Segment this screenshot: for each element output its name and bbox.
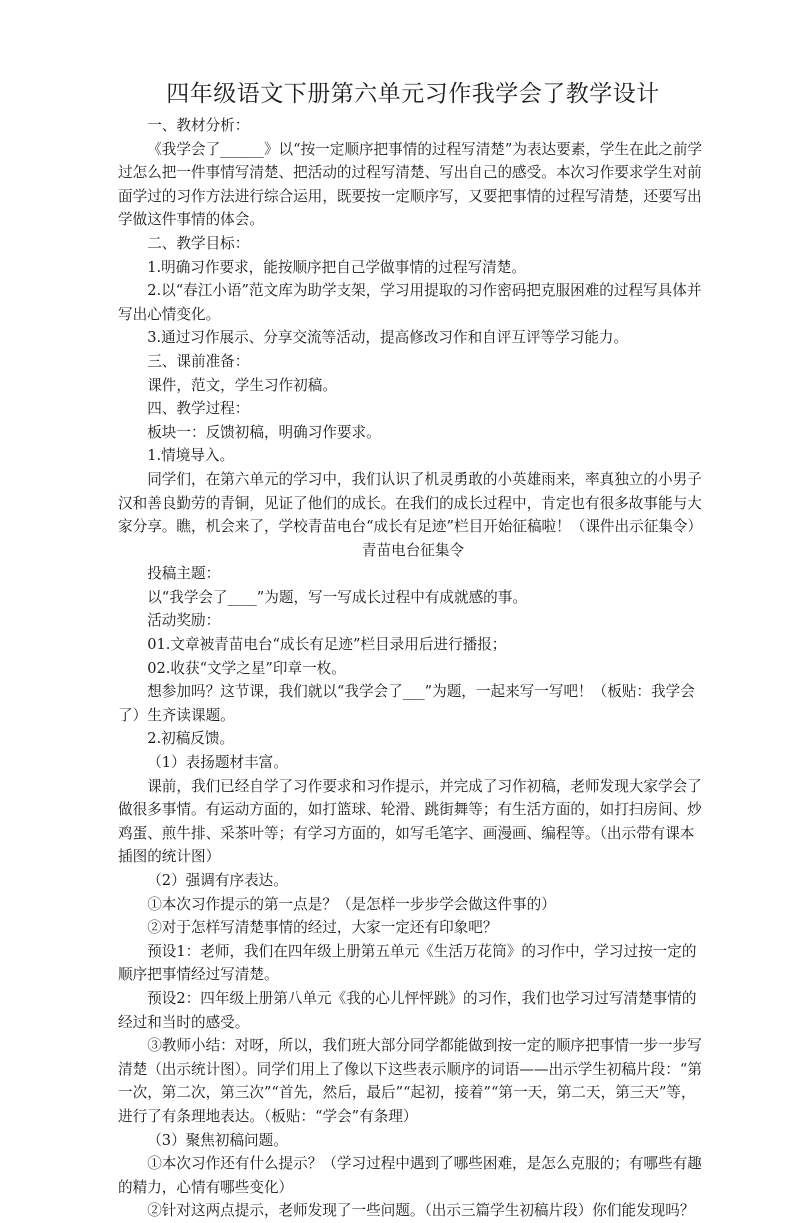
paragraph: 1.明确习作要求，能按顺序把自己学做事情的过程写清楚。 [147,258,526,276]
section-heading: 一、教材分析： [147,117,250,134]
paragraph: ①本次习作还有什么提示？（学习过程中遇到了哪些困难，是怎么克服的；有哪些有趣的精力，心情有哪些变化） [118,1155,702,1196]
paragraph: 02.收获“文学之星”印章一枚。 [147,659,346,677]
paragraph: 预设1：老师，我们在四年级上册第五单元《生活万花筒》的习作中，学习过按一定的顺序把事情经过写清楚。 [118,942,697,984]
paragraph: 课件，范文，学生习作初稿。 [147,376,337,394]
paragraph: 预设2：四年级上册第八单元《我的心儿怦怦跳》的习作，我们也学习过写清楚事情的经过和当时的感受。 [118,989,697,1031]
paragraph: 《我学会了______》以“按一定顺序把事情的过程写清楚”为表达要素，学生在此之前学过怎么把一件事情写清楚、把活动的过程写清楚、写出自己的感受。本次习作要求学生对前面学过的习作方法进行综合运用，既要按一定顺序写，又要把事情的过程写清楚，还要写出学做这件事情的体会。 [118,140,703,229]
section-heading: 三、课前准备： [147,352,250,370]
paragraph: 活动奖励： [147,612,221,630]
paragraph: 课前，我们已经自学了习作要求和习作提示，并完成了习作初稿，老师发现大家学会了做很多事情。有运动方面的，如打篮球、轮滑、跳街舞等；有生活方面的，如打扫房间、炒鸡蛋、煎牛排、采茶叶等；有学习方面的，如写毛笔字、画漫画、编程等。（出示带有课本插图的统计图） [118,777,702,866]
paragraph: ②针对这两点提示，老师发现了一些问题。（出示三篇学生初稿片段）你们能发现吗？ [147,1202,695,1220]
paragraph: ①本次习作提示的第一点是？（是怎样一步步学会做这件事的） [147,895,556,913]
paragraph: 01.文章被青苗电台“成长有足迹”栏目录用后进行播报； [147,636,507,654]
paragraph: 投稿主题： [147,565,221,583]
section-heading: 四、教学过程： [147,400,250,418]
document-title: 四年级语文下册第六单元习作我学会了教学设计 [166,81,660,107]
paragraph: 以“我学会了____”为题，写一写成长过程中有成就感的事。 [147,588,527,606]
paragraph: ③教师小结：对呀，所以，我们班大部分同学都能做到按一定的顺序把事情一步一步写清楚（出示统计图）。同学们用上了像以下这些表示顺序的词语——出示学生初稿片段：“第一次，第二次，第三次”“首先，然后，最后”“起初，接着”“第一天，第二天，第三天”等，进行了有条理地表达。（板贴：“学会”有条理） [118,1037,702,1125]
paragraph: 2.以“春江小语”范文库为助学支架，学习用提取的习作密码把克服困难的过程写具体并写出心情变化。 [118,282,702,323]
paragraph: （2）强调有序表达。 [147,872,288,889]
section-heading: 二、教学目标： [147,234,250,252]
paragraph: 1.情境导入。 [147,447,235,465]
paragraph: 2.初稿反馈。 [147,730,235,748]
paragraph: 想参加吗？这节课，我们就以“我学会了___”为题，一起来写一写吧！（板贴：我学会了）生齐读课题。 [118,683,695,724]
paragraph: 同学们，在第六单元的学习中，我们认识了机灵勇敢的小英雄雨来，率真独立的小男子汉和善良勤劳的青铜，见证了他们的成长。在我们的成长过程中，肯定也有很多故事能与大家分享。瞧，机会来了，学校青苗电台“成长有足迹”栏目开始征稿啦！（课件出示征集令） [118,470,703,536]
paragraph: 板块一：反馈初稿，明确习作要求。 [147,423,381,441]
paragraph: 3.通过习作展示、分享交流等活动，提高修改习作和自评互评等学习能力。 [147,329,629,347]
paragraph: （3）聚焦初稿问题。 [147,1131,288,1149]
notice-title: 青苗电台征集令 [361,541,465,559]
paragraph: （1）表扬题材丰富。 [147,754,288,772]
paragraph: ②对于怎样写清楚事情的经过，大家一定还有印象吧？ [147,919,498,937]
